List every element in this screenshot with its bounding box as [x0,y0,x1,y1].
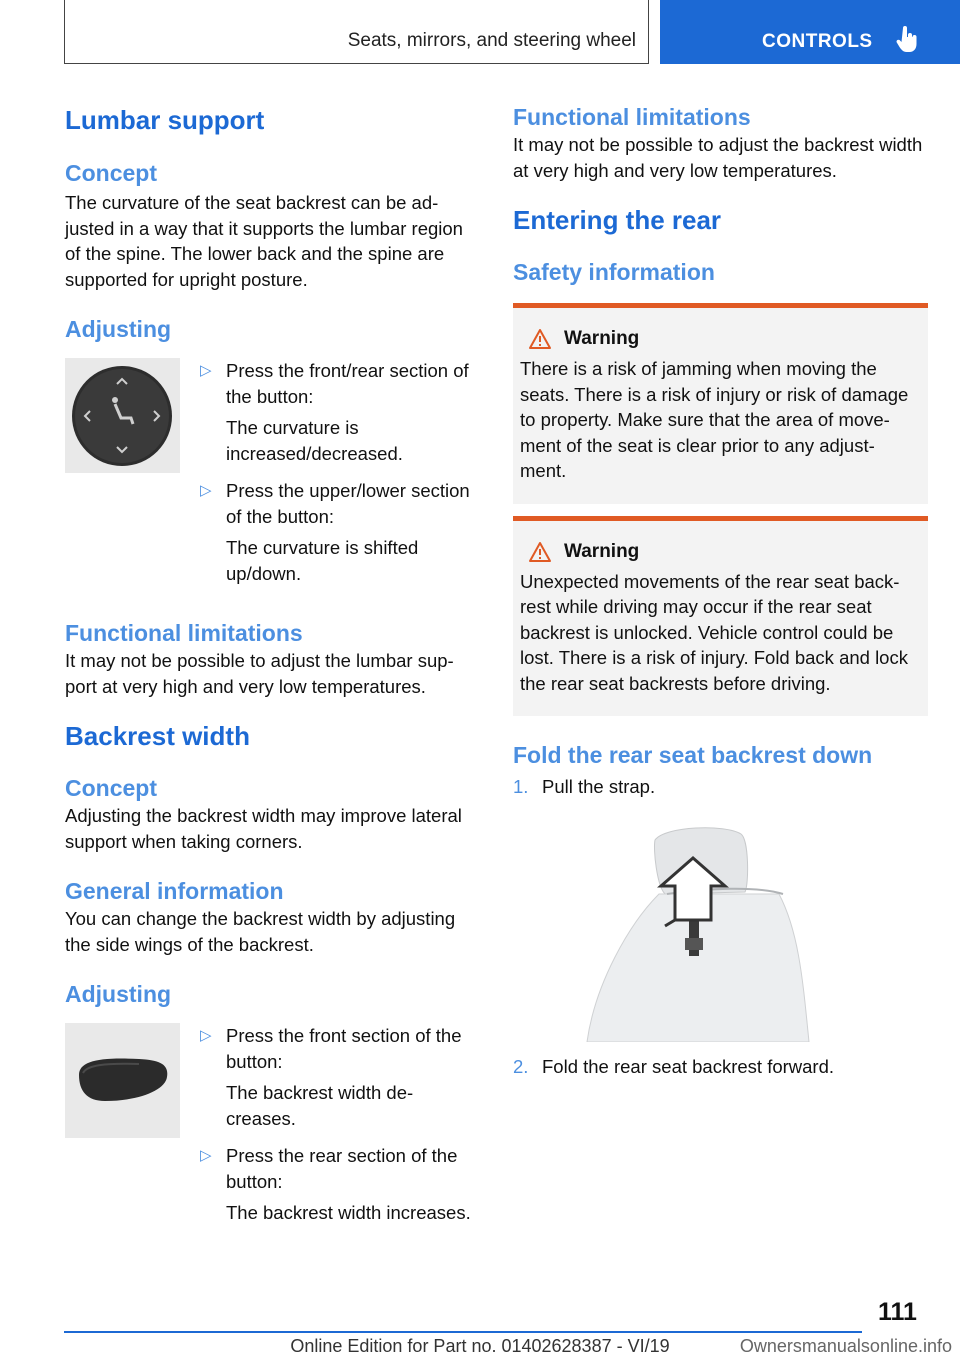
warning-box [513,303,928,504]
warning-text: There is a risk of jamming when moving the seats. There is a risk of injury or risk of damage to property. Make sure that the area of move‐ment of the seat is clear prior to any adjust‐ment. [520,358,909,481]
triangle-bullet-icon: ▷ [200,362,212,379]
safety-information-heading: Safety information [513,259,715,285]
watermark: Ownersmanualsonline.info [739,1336,952,1356]
step-result: The curvature is increased/decreased. [226,417,403,464]
list-item [200,1143,477,1232]
step-action: Press the upper/lower section of the button: [226,480,470,527]
adjusting-heading: Adjusting [65,316,172,342]
warning-triangle-icon [528,541,552,563]
footer-divider [64,1331,862,1333]
edition-text: Online Edition for Part no. 01402628387 - VI/19 [290,1336,670,1356]
left-column [65,100,477,1238]
lumbar-support-title: Lumbar support [65,105,265,135]
step-action: Press the front section of the button: [226,1025,462,1072]
backrest-width-button-icon [65,1023,180,1138]
concept-text: The curvature of the seat backrest can be ad‐justed in a way that it supports the lumbar region of the spine. The lower back and the spine are supported for upright posture. [65,192,463,290]
adjusting-heading-2: Adjusting [65,981,172,1007]
lumbar-control-button-icon [65,358,180,473]
general-information-heading: General information [65,878,284,904]
step-text: Pull the strap. [542,776,656,797]
step-number: 1. [513,776,529,797]
step-text: Fold the rear seat backrest forward. [542,1055,835,1077]
functional-limitations-heading-right: Functional limitations [513,104,751,130]
right-column [513,100,928,1079]
controls-label: CONTROLS [762,31,873,52]
backrest-steps [200,1023,477,1238]
list-item [513,1054,928,1080]
list-item [513,774,928,800]
concept-heading-2: Concept [65,775,157,801]
concept-text-2: Adjusting the backrest width may improve lateral support when taking corners. [65,805,462,852]
triangle-bullet-icon: ▷ [200,1147,212,1164]
header-section-box [64,0,649,64]
step-action: Press the front/rear section of the button: [226,360,469,407]
triangle-bullet-icon: ▷ [200,482,212,499]
step-result: The backrest width de‐creases. [226,1082,414,1129]
general-information-text: You can change the backrest width by adjusting the side wings of the backrest. [65,908,456,955]
triangle-bullet-icon: ▷ [200,1027,212,1044]
backrest-width-title: Backrest width [65,721,250,751]
warning-triangle-icon [528,328,552,350]
lumbar-steps [200,358,477,598]
warning-title: Warning [564,540,640,562]
list-item [200,1023,477,1137]
seat-strap-illustration-icon [567,820,827,1042]
pointing-hand-icon [896,26,918,54]
section-title: Seats, mirrors, and steering wheel [347,30,636,51]
entering-rear-title: Entering the rear [513,205,722,235]
step-action: Press the rear section of the button: [226,1145,458,1192]
warning-title: Warning [564,328,640,349]
concept-heading: Concept [65,160,157,186]
warning-box [513,516,928,717]
functional-limitations-text: It may not be possible to adjust the lumbar sup‐port at very high and very low temperatures. [65,650,454,697]
step-number: 2. [513,1055,529,1077]
step-result: The curvature is shifted up/down. [226,537,419,584]
list-item [200,478,477,592]
controls-tab[interactable] [660,0,960,64]
fold-backrest-heading: Fold the rear seat backrest down [513,742,873,768]
functional-limitations-text-right: It may not be possible to adjust the backrest width at very high and very low temperatures. [513,134,923,181]
functional-limitations-heading: Functional limitations [65,620,303,646]
warning-text: Unexpected movements of the rear seat back‐rest while driving may occur if the rear seat backrest is unlocked. Vehicle control could be lost. There is a risk of injury. Fold back and lock the rear seat backrests before driving. [520,570,908,694]
page-number: 111 [878,1298,917,1326]
lumbar-button-image [65,358,180,473]
rear-seat-strap-illustration [567,820,827,1042]
step-result: The backrest width increases. [226,1202,471,1223]
backrest-width-button-image [65,1023,180,1138]
backrest-adjust-row [65,1023,477,1238]
list-item [200,358,477,472]
lumbar-adjust-row [65,358,477,598]
